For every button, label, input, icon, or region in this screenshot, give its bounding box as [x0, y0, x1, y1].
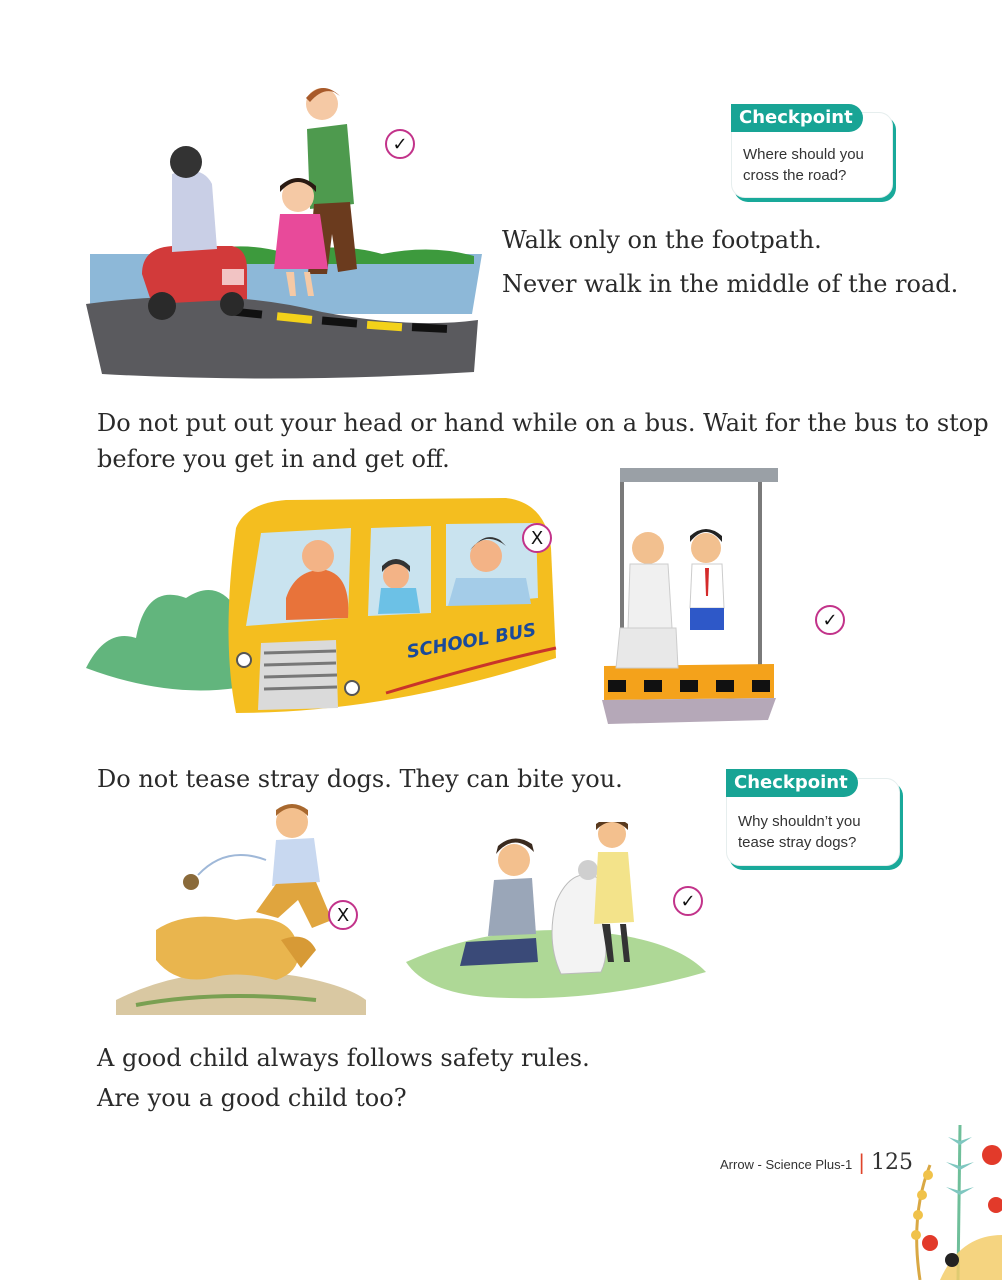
page-footer: [720, 1150, 913, 1175]
correct-mark: ✓: [815, 605, 845, 635]
footer-separator: |: [858, 1150, 865, 1174]
wrong-mark: X: [522, 523, 552, 553]
checkpoint-label: Checkpoint: [731, 104, 863, 132]
closing-line1: A good child always follows safety rules.: [97, 1044, 590, 1072]
checkpoint-question: Why shouldn’t you tease stray dogs?: [738, 813, 861, 851]
correct-mark: ✓: [673, 886, 703, 916]
correct-mark: ✓: [385, 129, 415, 159]
footpath-rule-line1: Walk only on the footpath.: [502, 226, 822, 254]
bus-stop-illustration: [598, 468, 778, 726]
wrong-mark: X: [328, 900, 358, 930]
dogs-rule-line1: Do not tease stray dogs. They can bite you.: [97, 765, 623, 793]
decorative-flowers: [900, 1115, 1002, 1280]
bus-rule-line2: before you get in and get off.: [97, 445, 450, 473]
page-number: 125: [870, 1150, 913, 1175]
school-bus-sign: SCHOOL BUS: [405, 619, 538, 663]
school-bus-illustration: [86, 488, 572, 720]
checkpoint-label: Checkpoint: [726, 769, 858, 797]
footpath-rule-line2: Never walk in the middle of the road.: [502, 270, 959, 298]
footpath-walking-illustration: [82, 74, 482, 384]
closing-line2: Are you a good child too?: [97, 1084, 407, 1112]
petting-dog-illustration: [396, 822, 712, 1002]
bus-rule-line1: Do not put out your head or hand while on a bus. Wait for the bus to stop: [97, 409, 989, 437]
checkpoint-question: Where should you cross the road?: [743, 146, 864, 184]
book-title: Arrow - Science Plus-1: [720, 1157, 853, 1172]
